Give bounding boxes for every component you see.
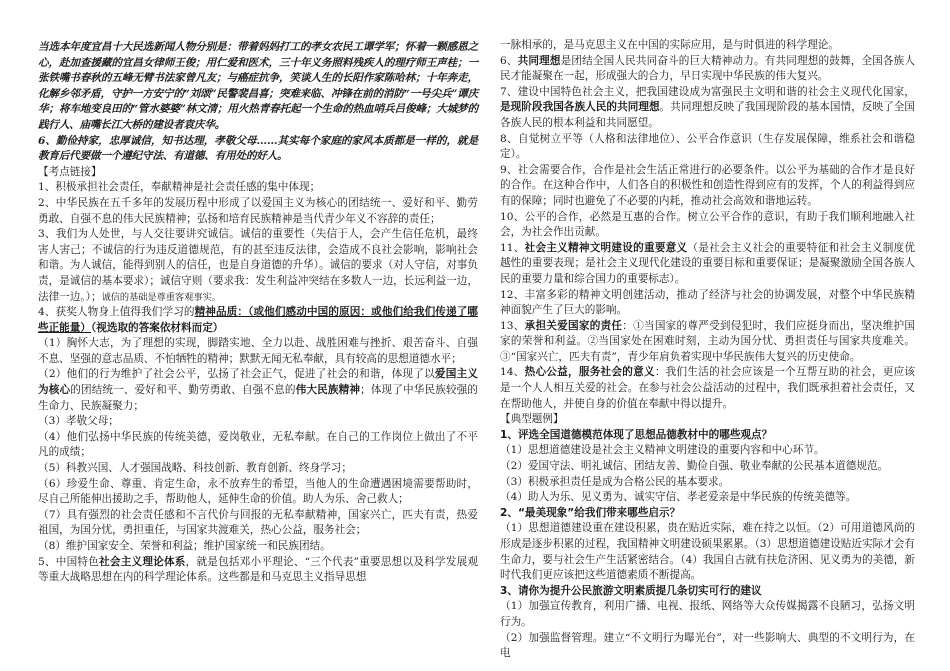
point-1-social-responsibility: 1、积极承担社会责任，奉献精神是社会责任感的集中体现； [38, 181, 321, 194]
point-4-bold: 精神品质：（或他们感动中国的原因：或他们给我们传递了哪些正能量） [38, 306, 478, 334]
point-14-b: 热心公益，服务社会的意义 [524, 366, 655, 379]
point-14-public-welfare [500, 365, 915, 412]
point-13-b: 承担关爱国家的责任 [524, 319, 623, 332]
point-5-continued: 一脉相承的，是马克思主义在中国的实际应用，是与时俱进的科学理论。 [500, 39, 839, 51]
point-14-a: 14、 [500, 366, 525, 379]
honesty-note: 诚信的基础是尊重客观事实。 [101, 291, 221, 303]
point-7-c: 。共同理想反映了我国现阶段的基本国情，反映了全国各族人民的根本利益和共同愿望。 [500, 101, 916, 129]
point-5-c: ，就是包括邓小平理论、“三个代表”重要思想以及科学发展观等重大战略思想在内的科学理论体系。这些都是和马克思主义指导思想 [38, 555, 478, 584]
point-13-a: 13、 [500, 319, 525, 332]
point-7-a: 7、建设中国特色社会主义，把我国建设成为富强民主文明和谐的社会主义现代化国家， [500, 85, 915, 98]
question-3: 3、请你为提升公民旅游文明素质提几条切实可行的建议 [500, 584, 762, 597]
quality-item-2-d: 伟大民族精神 [295, 384, 361, 397]
quality-item-8: （8）维护国家安全、荣誉和利益；维护国家统一和民族团结。 [38, 540, 331, 552]
question-2-answer: （1）思想道德建设重在建设积累，贵在贴近实际，难在持之以恒。（2）可用道德风尚的形成是逐步积累的过程，我国精神文明建设硕果累累。（3）思想道德建设贴近实际才会有生命力，要与社会生产生活紧密结合。（4）我国自古就有扶危济困、见义勇为的美德，新时代我们更应该把这些道德素质不断提高。 [500, 522, 915, 582]
point-9-cooperation: 9、社会需要合作，合作是社会生活正常进行的必要条件。以公平为基础的合作才是良好的合作。在这种合作中，人们各自的积极性和创造性得到应有的发挥，个人的利益得到应有的保障；同时也避免了不必要的内耗，推动社会高效和谐地运转。 [500, 163, 915, 207]
point-13-national-responsibility [500, 319, 915, 366]
question-1: 1、评选全国道德模范体现了思想品德教材中的哪些观点？ [500, 428, 773, 441]
point-6-b: 共同理想 [517, 54, 561, 67]
point-4-lead: 4、获奖人物身上值得我们学习的 [38, 306, 195, 319]
point-4-spiritual-qualities [38, 305, 478, 336]
point-11-a: 11、 [500, 241, 525, 254]
left-column [38, 40, 478, 586]
point-6-common-ideal [500, 54, 915, 85]
point-5-b: 社会主义理论体系 [99, 555, 186, 568]
point-6-c: 是团结全国人民共同奋斗的巨大精神动力。有共同理想的鼓舞，全国各族人民才能凝聚在一起，形成强大的合力，早日实现中华民族的伟大复兴。 [500, 54, 916, 83]
news-figures-paragraph: 当选本年度宜昌十大民选新闻人物分别是：带着妈妈打工的孝女农民工谭学军；怀着一颗感恩之心，赴加查援藏的宜昌女律师王俊；用仁爱和医术，三十年义务照料残疾人的理疗师王声桂；一张铁嘴书春秋的五峰无臂书法家曾凡友；与癌症抗争，笑谈人生的长阳作家陈哈林；十年奔走，化解乡邻矛盾，守护一方安宁的“刘颂”民警裴昌喜；突难来临、冲锋在前的消防“一号尖兵”谭庆华；将车地变良田的“管水婆婆”林文清；用火热青春托起一个生命的热血哨兵吕俊峰；大城梦的践行人、庙嘴长江大桥的建设者袁庆华。 [38, 41, 478, 131]
point-12-civilization-activities: 12、丰富多彩的精神文明创建活动，推动了经济与社会的协调发展，对整个中华民族精神面貌产生了巨大的影响。 [500, 288, 915, 317]
point-10-fair-cooperation: 10、公平的合作，必然是互惠的合作。树立公平合作的意识，有助于我们顺利地融入社会，为社会作出贡献。 [500, 210, 915, 239]
point-11-spiritual-civilization [500, 241, 915, 288]
point-8-equality: 8、自觉树立平等（人格和法律地位）、公平合作意识（生存发展保障，维系社会和谐稳定）。 [500, 132, 915, 161]
question-2: 2、“最美现象”给我们带来哪些启示？ [500, 506, 681, 519]
question-1-answer-1: （1）思想道德建设是社会主义精神文明建设的重要内容和中心环节。 [500, 444, 825, 457]
quality-item-4: （4）他们弘扬中华民族的传统美德，爱岗敬业，无私奉献。在自己的工作岗位上做出了不平凡的成绩； [38, 430, 478, 459]
point-3-honesty [38, 227, 478, 305]
quality-item-7: （7）具有强烈的社会责任感和不言代价与回报的无私奉献精神，国家兴亡，匹夫有责，热爱祖国，为国分忧，勇担重任，与国家共渡难关，热心公益，服务社会； [38, 508, 478, 537]
point-2-national-spirit: 2、中华民族在五千多年的发展历程中形成了以爱国主义为核心的团结统一、爱好和平、勤劳勇敢、自强不息的伟大民族精神；弘扬和培育民族精神是当代青少年义不容辞的责任； [38, 196, 478, 225]
quality-item-2 [38, 367, 478, 414]
question-3-answer-1: （1）加强宣传教育，利用广播、电视、报纸、网络等大众传媒揭露不良陋习，弘扬文明行为。 [500, 600, 915, 628]
question-1-answer-2: （2）爱国守法、明礼诚信、团结友善、勤俭自强、敬业奉献的公民基本道德规范。 [500, 460, 889, 473]
point-4-note: （视选取的答案依材料而定） [90, 321, 224, 334]
point-7-socialism-construction [500, 85, 915, 132]
quality-item-2-a: （2）他们的行为维护了社会公平，弘扬了社会正气，促进了社会的和谐，体现了以 [38, 368, 435, 381]
quality-item-3: （3）孝敬父母； [38, 415, 119, 428]
right-column [500, 38, 915, 662]
point-5-theory-system [38, 555, 478, 586]
point-11-c: （是社会主义社会的重要特征和社会主义制度优越性的重要表现；是社会主义现代化建设的重要目标和重要保证；是凝聚激励全国各族人民的重要力量和综合国力的重要标志）。 [500, 241, 916, 285]
quality-item-2-b: 爱国主义为核心 [38, 368, 478, 397]
question-3-answer-2: （2）加强监督管理。建立“不文明行为曝光台”，对一些影响大、典型的不文明行为，在电 [500, 631, 915, 660]
section-heading-exam-links: 【考点链接】 [38, 165, 102, 178]
honesty-text: 3、我们为人处世，与人交往要讲究诚信。诚信的重要性（失信于人，会产生信任危机，最终害人害己；不诚信的行为违反道德规范，有的甚至违反法律，会造成不良社会影响，影响社会和谐。为人诚信，能得到别人的信任，也是自身道德的升华）。诚信的要求（对人守信，对事负责，是诚信的基本要求）；诚信守则（要求我：发生利益冲突结在多数人一边，长远利益一边，法律一边。）； [38, 228, 478, 303]
point-6-a: 6、 [500, 54, 518, 67]
point-5-a: 5、中国特色 [38, 555, 100, 568]
point-11-b: 社会主义精神文明建设的重要意义 [524, 241, 688, 254]
point-14-c: ：我们生活的社会应该是一个互帮互助的社会，更应该是一个人人相互关爱的社会。在参与社会公益活动的过程中，我们既承担着社会责任，又在帮助他人，并使自身的价值在奉献中得以提升。 [500, 366, 916, 410]
question-1-answer-4: （4）助人为乐、见义勇为、诚实守信、孝老爱亲是中华民族的传统美德等。 [500, 491, 857, 504]
family-tradition-paragraph: 6、勤俭持家，忠厚诚信，知书达理，孝敬父母……其实每个家庭的家风本质都是一样的，就是教育后代要做一个遵纪守法、有道德、有用处的好人。 [38, 134, 478, 163]
point-7-b: 是现阶段我国各族人民的共同理想 [500, 101, 660, 114]
quality-item-1: （1）胸怀大志，为了理想的实现，脚踏实地、全力以赴、战胜困难与挫折、艰苦奋斗、自强不息、坚强的意志品质、不怕牺牲的精神；默默无闻无私奉献，具有较高的思想道德水平； [38, 337, 478, 365]
quality-item-2-c: 的团结统一、爱好和平、勤劳勇敢、自强不息的 [70, 384, 296, 397]
question-1-answer-3: （3）积极承担责任是成为合格公民的基本要求。 [500, 475, 730, 488]
quality-item-5: （5）科教兴国、人才强国战略、科技创新、教育创新、终身学习； [38, 462, 352, 475]
quality-item-6: （6）珍爱生命、尊重、肯定生命，永不放弃生的希望，当他人的生命遭遇困境需要帮助时，尽自己所能伸出援助之手，帮助他人，延伸生命的价值。助人为乐、舍己救人； [38, 477, 478, 506]
quality-item-2-e: ；体现了中华民族较强的生命力、民族凝聚力； [38, 384, 479, 412]
point-13-c: ：①当国家的尊严受到侵犯时，我们应挺身而出，坚决维护国家的荣誉和利益。②当国家处在困难时刻，主动为国分忧、勇担责任与国家共度难关。③“国家兴亡，匹夫有责”，青少年肩负着实现中华民族伟大复兴的历史使命。 [500, 319, 916, 363]
section-heading-typical-examples: 【典型题例】 [500, 413, 564, 426]
